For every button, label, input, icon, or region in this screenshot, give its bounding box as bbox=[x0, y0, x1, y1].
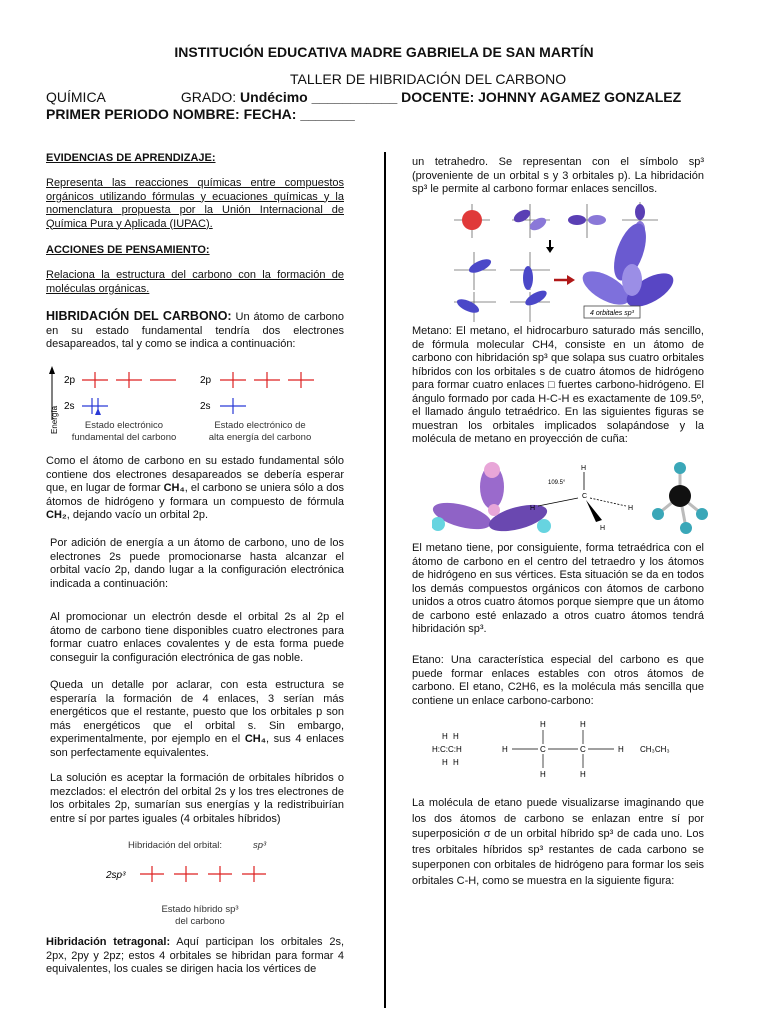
paragraph-1 bbox=[46, 455, 344, 523]
s-orbital-icon bbox=[454, 204, 490, 238]
p1-formula-ch4: CH₄ bbox=[163, 482, 185, 494]
p1-text-c: , dejando vacío un orbital 2p. bbox=[66, 509, 209, 521]
paragraph-5: La solución es aceptar la formación de orbitales híbridos o mezclados: el electrón del orbital 2s y los tres electrones de los orbitales 2p, sumarían sus energías y la redistribuirían entre sí por partes iguales (4 orbitales híbridos) bbox=[50, 772, 344, 825]
header-row-1 bbox=[46, 89, 681, 105]
hybrid-caption-1: Estado híbrido sp³ bbox=[161, 904, 239, 915]
paragraph-2: Por adición de energía a un átomo de carbono, uno de los electrones 2s puede promocionarse hasta alcanzar el orbital vacío 2p, dando lugar a la configuración electrónica indicada a continuación: bbox=[50, 537, 344, 590]
evidencias-title: EVIDENCIAS DE APRENDIZAJE: bbox=[46, 152, 216, 164]
label-2s-left: 2s bbox=[64, 401, 75, 412]
hibridacion-text: Un átomo de carbono en su estado fundamental tendría dos electrones desapareados, tal y como se indica a continuación: bbox=[46, 311, 344, 350]
label-2s-right: 2s bbox=[200, 401, 211, 412]
atom-h: H bbox=[628, 505, 634, 512]
energy-arrowhead bbox=[49, 366, 55, 374]
atom-h: H bbox=[581, 465, 587, 472]
atom-h: H bbox=[502, 745, 508, 754]
atom-h: H bbox=[600, 525, 606, 532]
atom-h: H bbox=[453, 732, 459, 741]
atom-c: C bbox=[540, 745, 546, 754]
atom-h: H bbox=[580, 770, 586, 779]
atom-h: H bbox=[540, 770, 546, 779]
teacher: DOCENTE: JOHNNY AGAMEZ GONZALEZ bbox=[401, 89, 682, 105]
atom-h: H bbox=[442, 732, 448, 741]
hybrid-title: Hibridación del orbital: bbox=[128, 840, 222, 851]
py-orbital-icon bbox=[568, 204, 606, 238]
sp3-lobe-icon bbox=[510, 252, 550, 322]
hybrid-label: 2sp³ bbox=[106, 870, 126, 881]
p4-formula-ch4: CH₄ bbox=[244, 733, 266, 745]
sp3-lobe-icon bbox=[454, 252, 496, 322]
atom-h: H bbox=[530, 505, 536, 512]
ethane-structural-formula bbox=[502, 720, 624, 779]
caption-excited-2: alta energía del carbono bbox=[208, 432, 312, 443]
down-arrow-icon bbox=[546, 240, 554, 253]
p4-text-b: , sus 4 enlaces son perfectamente equivalentes. bbox=[50, 733, 344, 759]
right-paragraph-metano: Metano: El metano, el hidrocarburo saturado más sencillo, de fórmula molecular CH4, consiste en un átomo de carbono con hibridación sp³ que solapa sus cuatro orbitales híbridos con los orbitales s de cuatro átomos de hidrógeno para formar cuatro enlaces □ fuertes carbono-hidrógeno. El ángulo formado por cada H-C-H es exactamente de 109.5º, el llamado ángulo tetraédrico. En las siguientes figuras se muestran los orbitales implicados solapándose y la molécula de metano en proyección de cuña: bbox=[412, 325, 704, 445]
right-paragraph-1: un tetrahedro. Se representan con el símbolo sp³ (proveniente de un orbital s y 3 orbitales p). La hibridación sp³ le permite al carbono formar enlaces sencillos. bbox=[412, 156, 704, 195]
hybrid-caption-2: del carbono bbox=[175, 916, 225, 927]
right-paragraph-etano: Etano: Una característica especial del carbono es que puede formar enlaces estables con otros átomos de carbono. El etano, C2H6, es la molécula más sencilla que contiene un enlace carbono-carbono: bbox=[412, 654, 704, 707]
px-orbital-icon bbox=[512, 204, 550, 238]
ethane-formulas bbox=[432, 716, 712, 782]
orbital-box-label: 4 orbitales sp³ bbox=[590, 310, 634, 317]
energy-label: Energía bbox=[50, 405, 59, 434]
atom-c: C bbox=[582, 493, 588, 500]
ethane-lewis-structure bbox=[432, 732, 462, 767]
hibridacion-intro bbox=[46, 310, 344, 352]
electron-config-diagram bbox=[44, 362, 344, 446]
tetrahedral-orbitals-icon bbox=[577, 219, 678, 313]
methane-ball-stick-icon bbox=[652, 462, 708, 534]
right-paragraph-tetraedrica: El metano tiene, por consiguiente, forma tetraédrica con el átomo de carbono en el centro del tetraedro y los átomos de hidrógeno en sus vértices. Esta situación se da en todos los demás compuestos orgánicos con átomos de carbono unidos a otros cuatro átomos porque siempre que un átomo de carbono esté enlazado a otros cuatro átomos tendrá hibridación sp³. bbox=[412, 542, 704, 635]
atom-h: H bbox=[540, 720, 546, 729]
label-2p-right: 2p bbox=[200, 375, 212, 386]
p1-text-a: Como el átomo de carbono en su estado fundamental sólo contiene dos electrones desapareados se debería esperar que, en lugar de formar bbox=[46, 455, 344, 494]
p6-text: Aquí participan los orbitales 2s, 2px, 2py y 2pz; estos 4 orbitales se hibridan para formar 4 equivalentes, los cuales se dirigen hacia los vértices de bbox=[46, 936, 345, 975]
label-2p-left: 2p bbox=[64, 375, 76, 386]
p1-text-b: , el carbono se uniera sólo a dos átomos de hidrógeno y formara un compuesto de fórmula bbox=[46, 482, 344, 508]
lewis-row: H:C:C:H bbox=[432, 745, 462, 754]
grade-value: Undécimo ___________ bbox=[240, 89, 398, 105]
sp3-orbitals-figure bbox=[450, 200, 680, 324]
methane-orbital-overlap-icon bbox=[432, 462, 551, 536]
hibridacion-title: HIBRIDACIÓN DEL CARBONO: bbox=[46, 309, 232, 323]
acciones-text: Relaciona la estructura del carbono con la formación de moléculas orgánicas. bbox=[46, 269, 344, 295]
atom-h: H bbox=[618, 745, 624, 754]
atom-c: C bbox=[580, 745, 586, 754]
paragraph-6 bbox=[46, 936, 344, 977]
p6-title: Hibridación tetragonal: bbox=[46, 936, 171, 948]
paragraph-3: Al promocionar un electrón desde el orbital 2s al 2p el átomo de carbono tiene disponibles cuatro electrones para formar cuatro enlaces covalentes y de esta forma puede conseguir la configuración electrónica de gas noble. bbox=[50, 611, 344, 664]
caption-ground-2: fundamental del carbono bbox=[71, 432, 177, 443]
right-arrow-icon bbox=[554, 275, 575, 285]
atom-h: H bbox=[442, 758, 448, 767]
arrow-tip bbox=[95, 408, 101, 415]
caption-excited-1: Estado electrónico de bbox=[214, 420, 306, 431]
paragraph-4 bbox=[50, 679, 344, 760]
ethane-condensed-formula: CH₃CH₃ bbox=[640, 745, 670, 754]
atom-h: H bbox=[453, 758, 459, 767]
hybrid-title-sp: sp³ bbox=[253, 840, 267, 851]
acciones-title: ACCIONES DE PENSAMIENTO: bbox=[46, 244, 210, 256]
p4-text-a: Queda un detalle por aclarar, con esta estructura se esperaría la formación de 4 enlaces, 3 serían más energéticos que el restante, puesto que los orbitales p son más energéticos que el orbital s. Sin embargo, experimentalmente, por ejemplo en el bbox=[50, 679, 344, 745]
angle-label: 109.5° bbox=[548, 480, 566, 486]
institution-title: INSTITUCIÓN EDUCATIVA MADRE GABRIELA DE SAN MARTÍN bbox=[174, 44, 594, 60]
right-paragraph-final: La molécula de etano puede visualizarse imaginando que los dos átomos de carbono se enlazan entre sí por superposición σ de un orbital híbrido sp³ de cada uno. Los tres orbitales híbridos sp³ restantes de cada carbono se superponen con orbitales de hidrógeno para formar los seis orbitales C-H, como se muestra en la siguiente figura: bbox=[412, 797, 704, 887]
methane-figures bbox=[432, 462, 714, 538]
p1-formula-ch2: CH₂ bbox=[46, 509, 67, 521]
header-row-2: PRIMER PERIODO NOMBRE: FECHA: _______ bbox=[46, 106, 355, 122]
subject: QUÍMICA bbox=[46, 89, 106, 105]
caption-ground-1: Estado electrónico bbox=[84, 420, 164, 431]
grade-label: GRADO: bbox=[180, 89, 237, 105]
column-divider bbox=[384, 152, 386, 1008]
atom-h: H bbox=[580, 720, 586, 729]
hybrid-orbital-diagram bbox=[100, 836, 300, 928]
workshop-title: TALLER DE HIBRIDACIÓN DEL CARBONO bbox=[290, 71, 567, 87]
evidencias-text: Representa las reacciones químicas entre compuestos orgánicos utilizando fórmulas y ecuaciones químicas y la nomenclatura propuesta por la Unión Internacional de Química Pura y Aplicada (IUPAC). bbox=[46, 177, 344, 230]
